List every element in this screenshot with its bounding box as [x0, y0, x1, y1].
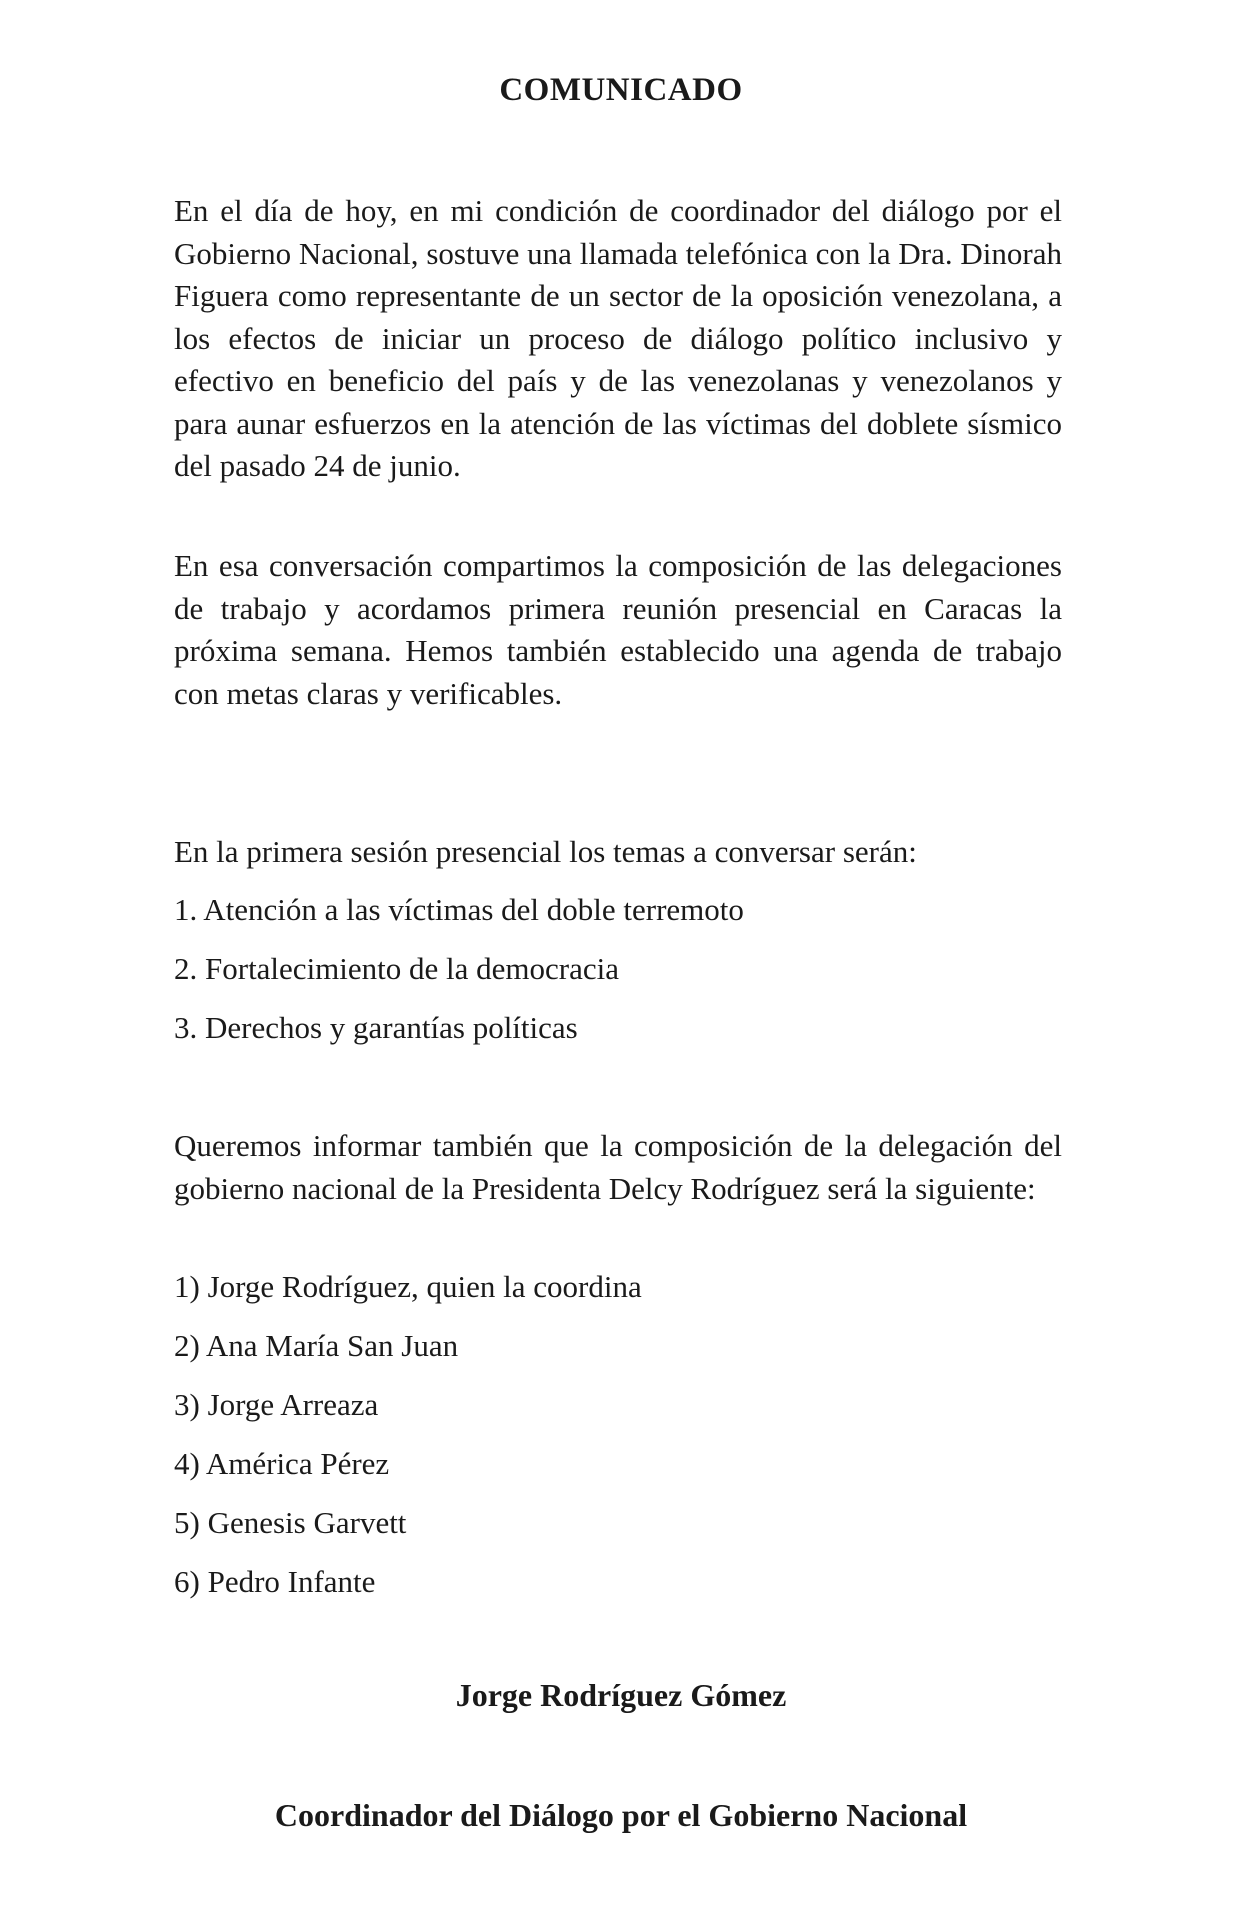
delegation-member: 5) Genesis Garvett	[174, 1505, 407, 1540]
delegation-member: 6) Pedro Infante	[174, 1564, 376, 1599]
topics-intro: En la primera sesión presencial los temas a conversar serán:	[174, 834, 917, 869]
delegation-member: 3) Jorge Arreaza	[174, 1387, 379, 1422]
delegation-member: 4) América Pérez	[174, 1446, 390, 1481]
paragraph-conversation: En esa conversación compartimos la composición de las delegaciones de trabajo y acordamos primera reunión presencial en Caracas la próxima semana. Hemos también establecido una agenda de trabajo con metas claras y verificables.	[174, 548, 1062, 711]
delegation-member: 1) Jorge Rodríguez, quien la coordina	[174, 1269, 642, 1304]
topic-item: 3. Derechos y garantías políticas	[174, 1010, 578, 1045]
signature-name: Jorge Rodríguez Gómez	[455, 1677, 787, 1713]
document-title: COMUNICADO	[499, 72, 743, 108]
topic-item: 1. Atención a las víctimas del doble terremoto	[174, 892, 744, 927]
topic-item: 2. Fortalecimiento de la democracia	[174, 951, 620, 986]
signature-role: Coordinador del Diálogo por el Gobierno Nacional	[274, 1797, 968, 1833]
paragraph-call-summary: En el día de hoy, en mi condición de coordinador del diálogo por el Gobierno Nacional, sostuve una llamada telefónica con la Dra. Dinorah Figuera como representante de un sector de la oposición venezolana, a los efectos de iniciar un proceso de diálogo político inclusivo y efectivo en beneficio del país y de las venezolanas y venezolanos y para aunar esfuerzos en la atención de las víctimas del doblete sísmico del pasado 24 de junio.	[174, 193, 1062, 483]
delegation-member: 2) Ana María San Juan	[174, 1328, 459, 1363]
paragraph-delegation-intro: Queremos informar también que la composición de la delegación del gobierno nacional de la Presidenta Delcy Rodríguez será la siguiente:	[174, 1128, 1062, 1206]
